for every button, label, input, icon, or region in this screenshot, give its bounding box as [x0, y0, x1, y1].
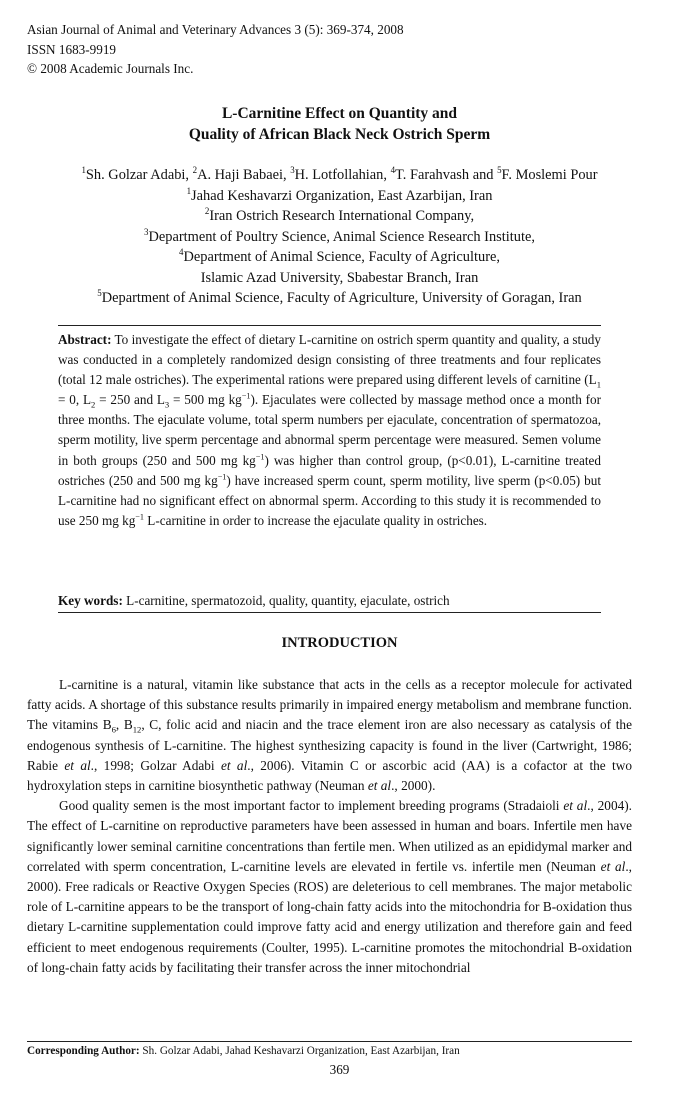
author-marker: 1: [81, 165, 86, 176]
etal: et al: [367, 778, 392, 794]
title-line-2: Quality of African Black Neck Ostrich Sperm: [188, 126, 491, 143]
affiliation-marker: 4: [179, 247, 184, 258]
abstract-text: ) was higher than control group, (p<0.01), L-carnitine treated ostriches (250 and 500 mg kg: [58, 452, 601, 488]
page-number: 369: [329, 1062, 350, 1077]
issn: ISSN 1683-9919: [27, 41, 117, 57]
etal: et al: [64, 757, 91, 773]
affiliation-text: Department of Poultry Science, Animal Science Research Institute,: [148, 228, 535, 245]
section-heading-introduction: INTRODUCTION: [281, 635, 398, 651]
affiliation: [0, 268, 679, 289]
abstract-label: Abstract:: [58, 332, 112, 347]
copyright: © 2008 Academic Journals Inc.: [27, 61, 194, 76]
affiliation-text: Department of Animal Science, Faculty of Agriculture, University of Goragan, Iran: [101, 290, 582, 306]
title-line-1: L-Carnitine Effect on Quantity and: [221, 105, 458, 122]
paragraph-text: ., 2000). Free radicals or Reactive Oxygen Species (ROS) are deleterious to cell membranes. The major metabolic role of L-carnitine appears to be the transport of long-chain fatty acids into the mitochondria for B-oxidation thus dietary L-carnitine supplementation could improve fatty acid and energy utilization and therefore gain and feed efficient to meet endogenous requirements (Coulter, 1995). L-carnitine promotes the mitochondrial B-oxidation of long-chain fatty acids by facilitating their transfer across the inner mitochondrial: [27, 858, 633, 975]
corresponding-label: Corresponding Author:: [27, 1045, 140, 1057]
etal: et al: [563, 798, 588, 814]
paragraph-text: ., 2000).: [391, 778, 436, 794]
author-name: T. Farahvash and: [395, 167, 498, 183]
author-name: Sh. Golzar Adabi,: [85, 167, 193, 183]
author-marker: 4: [390, 165, 396, 176]
author-name: A. Haji Babaei,: [197, 167, 291, 183]
author-block: [0, 165, 679, 309]
affiliation-marker: 1: [186, 185, 192, 196]
subscript: 2: [91, 399, 96, 410]
superscript: −1: [135, 512, 144, 522]
affiliation-text: Department of Animal Science, Faculty of Agriculture,: [183, 249, 500, 265]
paragraph-text: Good quality semen is the most important factor to implement breeding programs (Stradaioli: [59, 798, 564, 814]
affiliation-marker: 3: [144, 226, 149, 237]
etal: et al: [220, 757, 248, 773]
affiliation-text: Iran Ostrich Research International Company,: [209, 208, 475, 224]
superscript: −1: [241, 391, 251, 401]
corresponding-text: Sh. Golzar Adabi, Jahad Keshavarzi Organization, East Azarbijan, Iran: [139, 1045, 460, 1057]
affiliation-text: Islamic Azad University, Sbabestar Branch, Iran: [200, 269, 479, 286]
footer-divider: [27, 1041, 632, 1042]
abstract-text: = 0, L: [58, 392, 92, 408]
abstract-text: = 500 mg kg: [169, 392, 242, 408]
subscript: 3: [164, 399, 170, 410]
author-marker: 5: [497, 165, 502, 176]
affiliation-marker: 5: [97, 288, 102, 299]
corresponding-author: [27, 1044, 460, 1058]
subscript: 12: [132, 725, 142, 736]
affiliation: [0, 247, 679, 268]
subscript: 1: [596, 379, 601, 390]
keywords-label: Key words:: [58, 593, 123, 608]
journal-header: [27, 20, 404, 79]
affiliation: [0, 206, 679, 227]
author-name: H. Lotfollahian,: [294, 167, 391, 183]
affiliation-text: Jahad Keshavarzi Organization, East Azarbijan, Iran: [191, 187, 493, 204]
author-list: [0, 165, 679, 186]
author-name: F. Moslemi Pour: [501, 167, 598, 183]
affiliation: [0, 288, 679, 309]
paragraph-text: ., 2004). The effect of L-carnitine on reproductive parameters have been assessed in human and boars. Infertile men have significantly lower seminal carnitine concentrations than fertile men. When utilized as an epididymal marker and correlated with sperm concentration, L-carnitine levels are elevated in fertile vs. infertile men (Neuman: [27, 798, 632, 874]
keywords: [58, 591, 601, 613]
paragraph-text: , C, folic acid and niacin and the trace element iron are also necessary as catalysis of the endogenous synthesis of L-carnitine. The highest synthesizing capacity is found in the liver (Cartwright, 1986; Rabie: [27, 717, 632, 773]
paper-title: [0, 103, 679, 145]
paragraph-text: ., 2006). Vitamin C or ascorbic acid (AA) is a cofactor at the two hydroxylation steps in carnitine biosynthetic pathway (Neuman: [27, 757, 632, 794]
abstract-text: L-carnitine in order to increase the ejaculate quality in ostriches.: [144, 512, 488, 528]
paragraph-text: ., 1998; Golzar Adabi: [90, 757, 221, 773]
paragraph-text: , B: [115, 717, 133, 733]
introduction-body: [27, 675, 632, 978]
affiliation-marker: 2: [204, 206, 210, 217]
keywords-text: L-carnitine, spermatozoid, quality, quantity, ejaculate, ostrich: [122, 593, 450, 608]
superscript: −1: [217, 472, 227, 482]
author-marker: 2: [192, 165, 198, 176]
abstract-text: ) have increased sperm count, sperm motility, live sperm (p<0.05) but L-carnitine had no significant effect on abnormal sperm. According to this study it is recommended to use 250 mg kg: [58, 472, 601, 528]
abstract-text: To investigate the effect of dietary L-carnitine on ostrich sperm quantity and quality, a study was conducted in a completely randomized design consisting of three treatments and four replicates (total 12 male ostriches). The experimental rations were prepared using different levels of carnitine (L: [58, 332, 601, 388]
abstract-text: ). Ejaculates were collected by massage method once a month for three months. The ejaculate volume, total sperm numbers per ejaculate, concentration of spermatozoa, sperm motility, live sperm percentage and abnormal sperm percentage were measured. Semen volume in both groups (250 and 500 mg kg: [58, 392, 601, 468]
paragraph: [27, 675, 632, 796]
abstract-text: = 250 and L: [95, 392, 165, 408]
paragraph: [27, 796, 632, 978]
author-marker: 3: [290, 165, 295, 176]
subscript: 6: [111, 725, 116, 736]
journal-citation: Asian Journal of Animal and Veterinary Advances 3 (5): 369-374, 2008: [27, 22, 404, 37]
paragraph-text: L-carnitine is a natural, vitamin like substance that acts in the cells as a receptor molecule for activated fatty acids. A shortage of this substance results primarily in impaired energy metabolism and membrane function. The vitamins B: [27, 677, 632, 733]
etal: et al: [600, 858, 626, 874]
superscript: −1: [255, 452, 265, 462]
abstract: [58, 325, 601, 531]
affiliation: [0, 186, 679, 207]
affiliation: [0, 227, 679, 248]
